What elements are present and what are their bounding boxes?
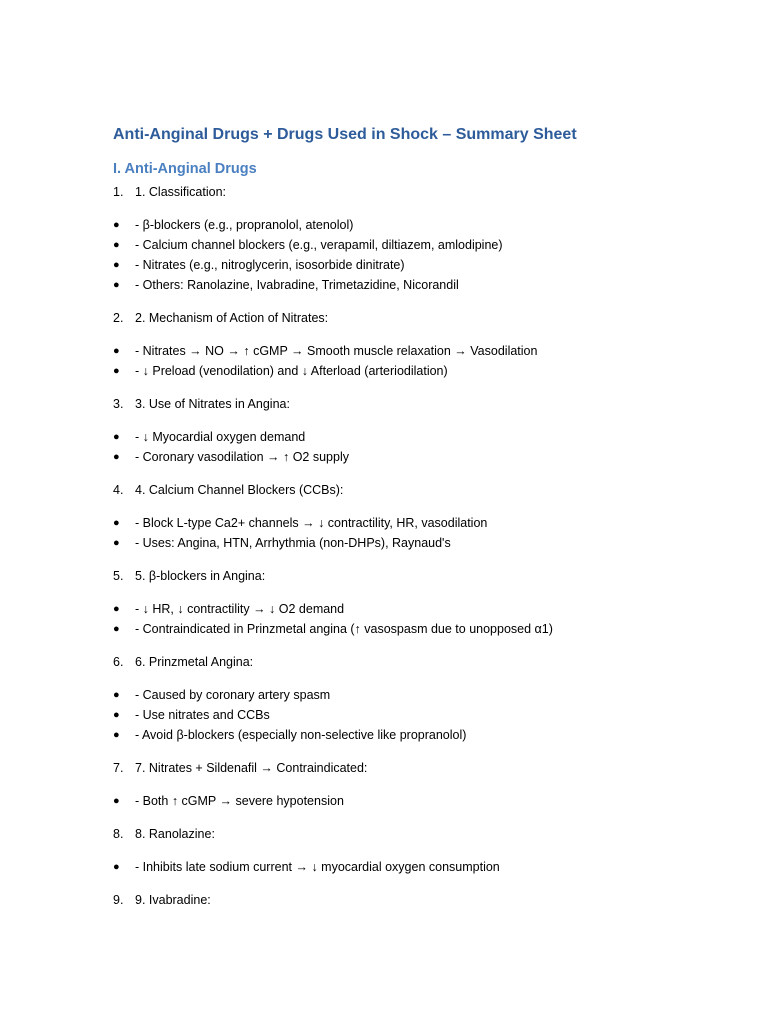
list-number: 6. bbox=[113, 655, 124, 669]
list-item bbox=[113, 361, 733, 381]
bullet-icon: ● bbox=[113, 239, 120, 251]
list-item bbox=[113, 685, 733, 705]
list-number: 2. bbox=[113, 311, 124, 325]
list-item bbox=[113, 705, 733, 725]
numbered-item-text: 8. Ranolazine: bbox=[135, 827, 215, 841]
bullet-icon: ● bbox=[113, 451, 120, 463]
bullet-text: - Avoid β-blockers (especially non-selective like propranolol) bbox=[135, 728, 467, 742]
bullet-list bbox=[113, 215, 733, 295]
list-item bbox=[113, 235, 733, 255]
bullet-list bbox=[113, 685, 733, 745]
bullet-icon: ● bbox=[113, 623, 120, 635]
bullet-icon: ● bbox=[113, 279, 120, 291]
numbered-item bbox=[113, 652, 733, 672]
list-number: 8. bbox=[113, 827, 124, 841]
bullet-list bbox=[113, 791, 733, 811]
bullet-icon: ● bbox=[113, 345, 120, 357]
numbered-item bbox=[113, 566, 733, 586]
numbered-item bbox=[113, 890, 733, 910]
bullet-text: - β-blockers (e.g., propranolol, atenolol) bbox=[135, 218, 354, 232]
list-item bbox=[113, 533, 733, 553]
bullet-icon: ● bbox=[113, 795, 120, 807]
bullet-icon: ● bbox=[113, 517, 120, 529]
bullet-icon: ● bbox=[113, 603, 120, 615]
numbered-item-text: 1. Classification: bbox=[135, 185, 227, 199]
bullet-text: - ↓ Preload (venodilation) and ↓ Afterload (arteriodilation) bbox=[135, 364, 448, 378]
numbered-item-text: 2. Mechanism of Action of Nitrates: bbox=[135, 311, 329, 325]
list-number: 4. bbox=[113, 483, 124, 497]
numbered-item bbox=[113, 758, 733, 778]
list-item bbox=[113, 513, 733, 533]
document-title: Anti-Anginal Drugs + Drugs Used in Shock – Summary Sheet bbox=[113, 126, 577, 143]
list-item bbox=[113, 447, 733, 467]
numbered-item bbox=[113, 394, 733, 414]
list-item bbox=[113, 857, 733, 877]
list-number: 1. bbox=[113, 185, 124, 199]
list-item bbox=[113, 599, 733, 619]
numbered-item-text: 3. Use of Nitrates in Angina: bbox=[135, 397, 290, 411]
bullet-icon: ● bbox=[113, 537, 120, 549]
numbered-item bbox=[113, 308, 733, 328]
bullet-list bbox=[113, 599, 733, 639]
numbered-item bbox=[113, 480, 733, 500]
bullet-icon: ● bbox=[113, 365, 120, 377]
bullet-text: - Inhibits late sodium current → ↓ myocardial oxygen consumption bbox=[135, 860, 500, 874]
bullet-text: - Others: Ranolazine, Ivabradine, Trimetazidine, Nicorandil bbox=[135, 278, 459, 292]
list-item bbox=[113, 427, 733, 447]
bullet-text: - Calcium channel blockers (e.g., verapamil, diltiazem, amlodipine) bbox=[135, 238, 503, 252]
bullet-text: - ↓ Myocardial oxygen demand bbox=[135, 430, 306, 444]
bullet-text: - Uses: Angina, HTN, Arrhythmia (non-DHPs), Raynaud's bbox=[135, 536, 451, 550]
numbered-item-text: 5. β-blockers in Angina: bbox=[135, 569, 266, 583]
list-item bbox=[113, 341, 733, 361]
bullet-text: - Contraindicated in Prinzmetal angina (↑ vasospasm due to unopposed α1) bbox=[135, 622, 553, 636]
bullet-icon: ● bbox=[113, 729, 120, 741]
bullet-text: - Caused by coronary artery spasm bbox=[135, 688, 331, 702]
list-number: 3. bbox=[113, 397, 124, 411]
list-item bbox=[113, 215, 733, 235]
bullet-text: - Coronary vasodilation → ↑ O2 supply bbox=[135, 450, 349, 464]
section-heading: I. Anti-Anginal Drugs bbox=[113, 161, 257, 177]
bullet-list bbox=[113, 427, 733, 467]
numbered-item-text: 4. Calcium Channel Blockers (CCBs): bbox=[135, 483, 344, 497]
list-item bbox=[113, 725, 733, 745]
numbered-item bbox=[113, 182, 733, 202]
bullet-text: - Both ↑ cGMP → severe hypotension bbox=[135, 794, 344, 808]
list-item bbox=[113, 791, 733, 811]
list-number: 5. bbox=[113, 569, 124, 583]
bullet-text: - Use nitrates and CCBs bbox=[135, 708, 270, 722]
bullet-icon: ● bbox=[113, 259, 120, 271]
document-page bbox=[113, 124, 733, 910]
list-item bbox=[113, 255, 733, 275]
list-number: 7. bbox=[113, 761, 124, 775]
list-item bbox=[113, 619, 733, 639]
bullet-text: - ↓ HR, ↓ contractility → ↓ O2 demand bbox=[135, 602, 345, 616]
bullet-icon: ● bbox=[113, 431, 120, 443]
bullet-icon: ● bbox=[113, 709, 120, 721]
bullet-list bbox=[113, 857, 733, 877]
numbered-item bbox=[113, 824, 733, 844]
bullet-icon: ● bbox=[113, 219, 120, 231]
bullet-text: - Nitrates (e.g., nitroglycerin, isosorbide dinitrate) bbox=[135, 258, 405, 272]
list-item bbox=[113, 275, 733, 295]
bullet-list bbox=[113, 341, 733, 381]
bullet-text: - Block L-type Ca2+ channels → ↓ contractility, HR, vasodilation bbox=[135, 516, 488, 530]
bullet-list bbox=[113, 513, 733, 553]
list-number: 9. bbox=[113, 893, 124, 907]
numbered-item-text: 9. Ivabradine: bbox=[135, 893, 211, 907]
numbered-item-text: 7. Nitrates + Sildenafil → Contraindicated: bbox=[135, 761, 368, 775]
numbered-item-text: 6. Prinzmetal Angina: bbox=[135, 655, 254, 669]
numbered-list bbox=[113, 182, 733, 910]
bullet-icon: ● bbox=[113, 861, 120, 873]
bullet-text: - Nitrates → NO → ↑ cGMP → Smooth muscle relaxation → Vasodilation bbox=[135, 344, 538, 358]
bullet-icon: ● bbox=[113, 689, 120, 701]
